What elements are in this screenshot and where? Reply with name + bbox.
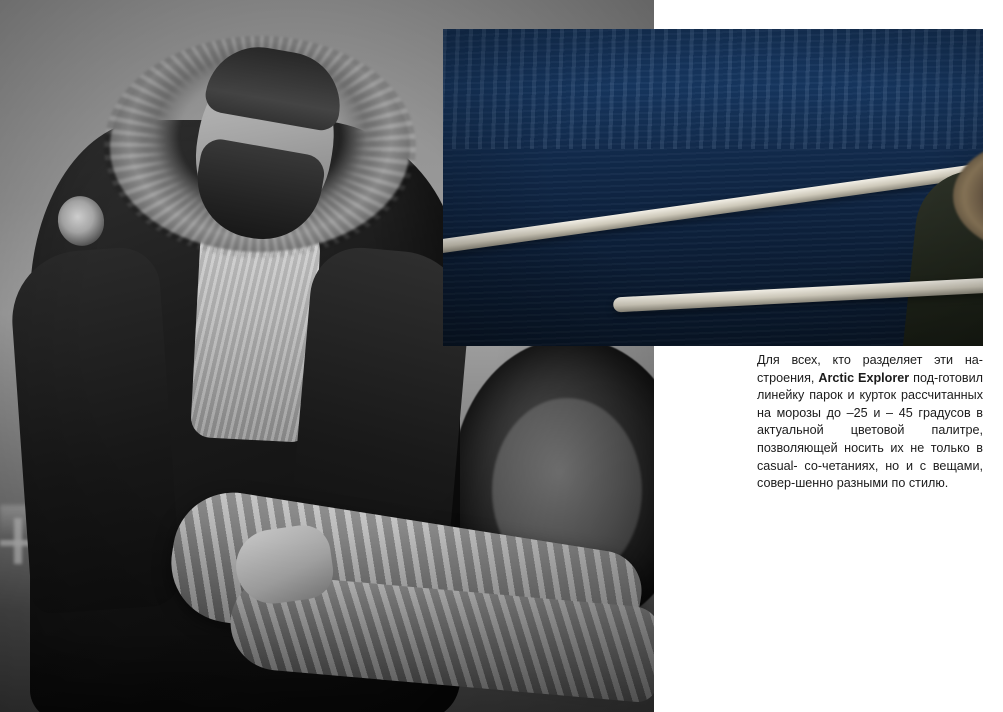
brand-name: Arctic Explorer bbox=[818, 370, 910, 385]
photo2-vignette bbox=[443, 29, 983, 346]
page-white-top-right bbox=[654, 0, 1003, 29]
top-right-photo bbox=[443, 29, 983, 346]
page-white-right-margin bbox=[983, 0, 1003, 712]
article-text-part2: под-готовил линейку парок и курток рассчитанных на морозы до –25 и – 45 градусов в актуальной цветовой палитре, позволяющей носить их не только в casual- со-четаниях, но и с вещами, совер-шенно разными по стилю. bbox=[757, 370, 983, 491]
article-text-column bbox=[757, 352, 983, 493]
article-text-part1: Для всех, кто разделяет эти на-строения, bbox=[757, 353, 983, 385]
article-paragraph bbox=[757, 352, 983, 493]
